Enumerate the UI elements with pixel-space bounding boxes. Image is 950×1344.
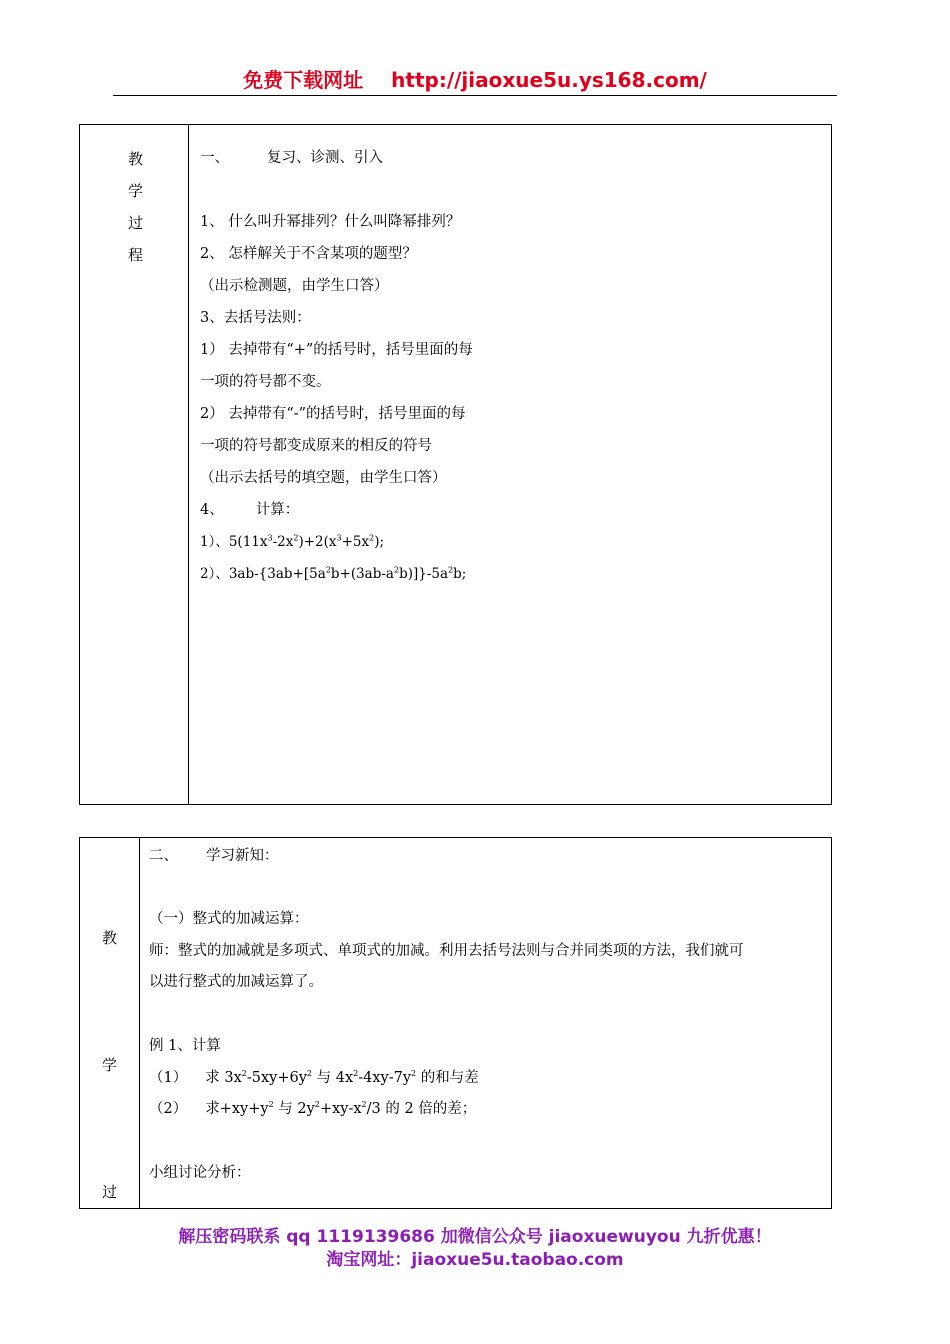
- header-title: 免费下载网址: [243, 68, 364, 92]
- expression-1: 1）、$5(11x^3-2x^2)+2(x^3+5x^2)$;: [200, 533, 385, 550]
- discussion-text: 小组讨论分析：: [149, 1165, 251, 1181]
- calc-number: 4、: [200, 502, 224, 518]
- calc-label: 计算：: [255, 502, 300, 518]
- teacher-text: 以进行整式的加减运算了。: [149, 974, 323, 990]
- teacher-text: 师：整式的加减就是多项式、单项式的加减。利用去括号法则与合并同类项的方法，我们就可: [149, 943, 744, 959]
- example-title: 例 1、计算: [149, 1038, 221, 1054]
- heading-text: 复习、诊测、引入: [267, 150, 383, 166]
- footer-shop-link[interactable]: 淘宝网址：jiaoxue5u.taobao.com: [326, 1250, 624, 1270]
- heading-text: 学习新知：: [206, 848, 279, 864]
- heading-number: 一、: [200, 150, 229, 166]
- lesson-table-2: [79, 837, 832, 1209]
- header-divider: [113, 95, 837, 96]
- expression-2: 2）、$3ab-\{3ab+[5a^2b+(3ab-a^2b)]\}-5a^2b$;: [200, 565, 467, 582]
- text-line: 一项的符号都不变。: [200, 374, 331, 390]
- lesson-table-1: [79, 124, 832, 805]
- column-divider: [188, 125, 189, 804]
- sub-heading: （一）整式的加减运算：: [149, 911, 309, 927]
- header-url[interactable]: http://jiaoxue5u.ys168.com/: [391, 68, 707, 92]
- text-line: （出示检测题，由学生口答）: [200, 278, 389, 294]
- text-line: 1、 什么叫升幂排列？什么叫降幂排列？: [200, 214, 461, 230]
- text-line: 一项的符号都变成原来的相反的符号: [200, 438, 432, 454]
- question-2: （2） 求$+xy+y^2$ 与 $2y^2+xy-x^2/3$ 的 2 倍的差；: [149, 1100, 477, 1117]
- section-heading: [200, 149, 383, 167]
- section-label-char: 程: [128, 246, 144, 264]
- text-line: 2） 去掉带有“-”的括号时，括号里面的每: [200, 406, 466, 422]
- section-label-char: 过: [102, 1183, 118, 1201]
- footer-contact: 解压密码联系 qq 1119139686 加微信公众号 jiaoxuewuyou 九折优惠！: [178, 1227, 772, 1247]
- column-divider: [139, 838, 140, 1208]
- text-line: 3、去括号法则：: [200, 310, 311, 326]
- section-label-char: 教: [102, 929, 118, 947]
- heading-number: 二、: [149, 848, 178, 864]
- calc-heading: [200, 501, 299, 519]
- section-label-char: 过: [128, 214, 144, 232]
- section-label-char: 学: [128, 182, 144, 200]
- section-heading: [149, 847, 279, 865]
- section-label-char: 教: [128, 150, 144, 168]
- question-1: （1） 求 $3x^2-5xy+6y^2$ 与 $4x^2-4xy-7y^2$ 的和与差: [149, 1069, 479, 1086]
- text-line: 2、 怎样解关于不含某项的题型？: [200, 246, 417, 262]
- page-header: [0, 64, 950, 93]
- text-line: 1） 去掉带有“+”的括号时，括号里面的每: [200, 342, 473, 358]
- section-label-char: 学: [102, 1056, 118, 1074]
- text-line: （出示去括号的填空题，由学生口答）: [200, 470, 447, 486]
